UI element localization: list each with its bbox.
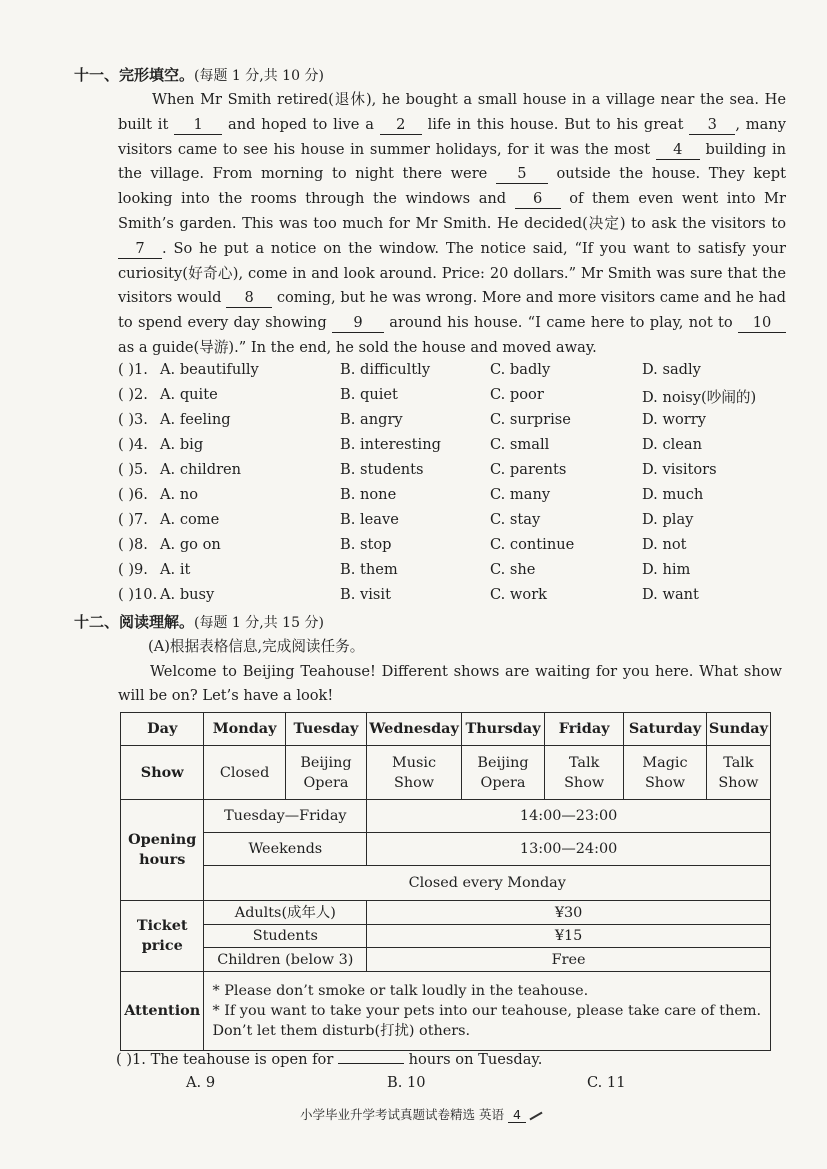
option-b: B. none bbox=[340, 486, 397, 503]
option-d: D. want bbox=[642, 586, 699, 603]
passage-text-segment: as a guide(导游).” In the end, he sold the house and moved away. bbox=[118, 338, 597, 356]
show-text: Show bbox=[393, 774, 435, 791]
option-row bbox=[118, 511, 798, 536]
question-number: ( )8. bbox=[118, 536, 148, 553]
closed-note: Closed every Monday bbox=[204, 866, 771, 901]
show-text: Talk bbox=[568, 754, 600, 771]
option-c: C. continue bbox=[490, 536, 575, 553]
question-1-option-b: B. 10 bbox=[387, 1074, 426, 1091]
cloze-blank-10[interactable]: 10 bbox=[738, 314, 786, 333]
teahouse-table bbox=[120, 712, 771, 1051]
section-11-score-note: (每题 1 分,共 10 分) bbox=[194, 68, 324, 84]
show-text: Show bbox=[718, 774, 759, 791]
option-c: C. parents bbox=[490, 461, 567, 478]
show-text: Talk bbox=[723, 754, 754, 771]
option-c: C. work bbox=[490, 586, 548, 603]
show-text: Beijing bbox=[300, 754, 352, 771]
option-c: C. she bbox=[490, 561, 536, 578]
section-12-score-note: (每题 1 分,共 15 分) bbox=[194, 615, 324, 631]
passage-text-segment: and hoped to live a bbox=[222, 115, 380, 133]
day-sunday: Sunday bbox=[706, 713, 770, 746]
table-row-opening-weekends bbox=[121, 833, 771, 866]
show-friday bbox=[545, 746, 624, 800]
option-b: B. leave bbox=[340, 511, 399, 528]
option-d: D. clean bbox=[642, 436, 703, 453]
table-row-opening-weekdays bbox=[121, 800, 771, 833]
option-a: A. it bbox=[160, 561, 191, 578]
ticket-price-children: Free bbox=[367, 948, 771, 972]
passage-text-segment: outside the house. They kept looking into the rooms through the windows and bbox=[118, 165, 786, 208]
cloze-blank-5[interactable]: 5 bbox=[496, 165, 548, 184]
passage-text-segment: around his house. “I came here to play, not to bbox=[383, 314, 739, 332]
day-saturday: Saturday bbox=[624, 713, 707, 746]
option-a: A. no bbox=[160, 486, 199, 503]
cloze-blank-3[interactable]: 3 bbox=[689, 116, 735, 135]
option-d: D. visitors bbox=[642, 461, 717, 478]
day-header: Day bbox=[121, 713, 204, 746]
attention-line-1: * Please don’t smoke or talk loudly in the teahouse. bbox=[212, 983, 589, 999]
question-number: ( )3. bbox=[118, 411, 148, 428]
option-row bbox=[118, 486, 798, 511]
option-a: A. big bbox=[160, 436, 204, 453]
show-header: Show bbox=[121, 746, 204, 800]
option-d: D. noisy(吵闹的) bbox=[642, 389, 757, 406]
opening-time-weekends: 13:00—24:00 bbox=[367, 833, 771, 866]
question-1-option-a: A. 9 bbox=[186, 1074, 216, 1091]
option-row bbox=[118, 386, 798, 411]
option-b: B. students bbox=[340, 461, 424, 478]
section-12-title: 十二、阅读理解。(每题 1 分,共 15 分) bbox=[74, 613, 324, 631]
cloze-blank-2[interactable]: 2 bbox=[380, 116, 422, 135]
opening-when-weekdays: Tuesday—Friday bbox=[204, 800, 367, 833]
table-row-attention bbox=[121, 972, 771, 1051]
ticket-price-adults: ¥30 bbox=[367, 901, 771, 925]
question-1-option-c: C. 11 bbox=[587, 1074, 626, 1091]
question-number: ( )7. bbox=[118, 511, 148, 528]
show-text: Beijing bbox=[477, 754, 529, 771]
option-a: A. come bbox=[160, 511, 220, 528]
option-b: B. quiet bbox=[340, 386, 398, 403]
option-c: C. poor bbox=[490, 386, 544, 403]
attention-header: Attention bbox=[121, 972, 204, 1051]
show-monday bbox=[204, 746, 285, 800]
opening-hours-header: Opening hours bbox=[121, 800, 204, 901]
option-b: B. interesting bbox=[340, 436, 441, 453]
passage-text-segment: of them even went into Mr Smith’s garden. This was too much for Mr Smith. He decided(决定) to ask the visitors to bbox=[118, 190, 786, 232]
ticket-price-students: ¥15 bbox=[367, 925, 771, 948]
answer-blank[interactable] bbox=[338, 1063, 404, 1064]
passage-text-segment: , many visitors came to see his house in summer holidays, for it was the most bbox=[118, 115, 786, 158]
cloze-blank-4[interactable]: 4 bbox=[656, 141, 700, 160]
day-tuesday: Tuesday bbox=[285, 713, 366, 746]
show-text: Show bbox=[644, 774, 686, 791]
option-c: C. stay bbox=[490, 511, 541, 528]
page-footer: 小学毕业升学考试真题试卷精选 英语 4 bbox=[300, 1105, 543, 1123]
show-thursday bbox=[461, 746, 544, 800]
attention-text bbox=[204, 972, 771, 1051]
cloze-passage bbox=[118, 88, 786, 361]
option-d: D. much bbox=[642, 486, 704, 503]
option-b: B. them bbox=[340, 561, 398, 578]
option-c: C. badly bbox=[490, 361, 551, 378]
option-a: A. quite bbox=[160, 386, 218, 403]
opening-time-weekdays: 14:00—23:00 bbox=[367, 800, 771, 833]
passage-text-segment: . So he put a notice on the window. The notice said, “If you want to satisfy your curiosity(好奇心), come in and look around. Price: 20 dollars.” Mr Smith was sure that the visitors would bbox=[118, 239, 786, 307]
option-c: C. many bbox=[490, 486, 551, 503]
pen-icon bbox=[529, 1111, 542, 1120]
question-number: ( )4. bbox=[118, 436, 148, 453]
option-row bbox=[118, 586, 798, 611]
day-wednesday: Wednesday bbox=[367, 713, 462, 746]
option-b: B. stop bbox=[340, 536, 392, 553]
option-row bbox=[118, 411, 798, 436]
table-row-ticket-adults bbox=[121, 901, 771, 925]
show-sunday bbox=[706, 746, 770, 800]
option-row bbox=[118, 436, 798, 461]
table-row-ticket-students bbox=[121, 925, 771, 948]
ticket-who-adults: Adults(成年人) bbox=[204, 901, 367, 925]
option-b: B. difficultly bbox=[340, 361, 431, 378]
option-a: A. busy bbox=[160, 586, 215, 603]
ticket-price-header: Ticket price bbox=[121, 901, 204, 972]
question-number: ( )9. bbox=[118, 561, 148, 578]
reading-question-1: ( )1. The teahouse is open for hours on Tuesday. bbox=[116, 1051, 543, 1068]
page-number: 4 bbox=[508, 1107, 526, 1123]
show-wednesday bbox=[367, 746, 462, 800]
passage-text-segment: building in the village. From morning to night there were bbox=[118, 140, 787, 183]
day-friday: Friday bbox=[545, 713, 624, 746]
option-row bbox=[118, 536, 798, 561]
show-tuesday bbox=[285, 746, 366, 800]
section-11-title: 十一、完形填空。(每题 1 分,共 10 分) bbox=[74, 66, 324, 84]
cloze-blank-9[interactable]: 9 bbox=[332, 314, 384, 333]
option-row bbox=[118, 461, 798, 486]
cloze-options bbox=[118, 361, 798, 611]
option-d: D. not bbox=[642, 536, 687, 553]
table-row-days bbox=[121, 713, 771, 746]
option-b: B. angry bbox=[340, 411, 403, 428]
table-row-ticket-children bbox=[121, 948, 771, 972]
option-a: A. children bbox=[160, 461, 242, 478]
reading-intro: Welcome to Beijing Teahouse! Different shows are waiting for you here. What show will be on? Let’s have a look! bbox=[118, 663, 782, 704]
table-row-closed-note bbox=[121, 866, 771, 901]
cloze-blank-7[interactable]: 7 bbox=[118, 240, 162, 259]
question-number: ( )1. bbox=[118, 361, 148, 378]
option-row bbox=[118, 561, 798, 586]
question-number: ( )2. bbox=[118, 386, 148, 403]
show-text: Opera bbox=[480, 774, 526, 791]
question-number: ( )5. bbox=[118, 461, 148, 478]
cloze-passage-text bbox=[118, 88, 786, 361]
option-a: A. feeling bbox=[160, 411, 231, 428]
option-d: D. play bbox=[642, 511, 694, 528]
passage-text-segment: When Mr Smith retired(退休), he bought a small house in a village near the sea. He built it bbox=[118, 91, 786, 133]
option-d: D. sadly bbox=[642, 361, 701, 378]
ticket-who-children: Children (below 3) bbox=[204, 948, 367, 972]
day-monday: Monday bbox=[204, 713, 285, 746]
show-text: Music bbox=[392, 754, 437, 771]
ticket-who-students: Students bbox=[204, 925, 367, 948]
option-b: B. visit bbox=[340, 586, 391, 603]
option-a: A. beautifully bbox=[160, 361, 259, 378]
option-c: C. small bbox=[490, 436, 550, 453]
passage-text-segment: coming, but he was wrong. More and more visitors came and he had to spend every day showing bbox=[118, 289, 786, 332]
question-number: ( )10. bbox=[118, 586, 158, 603]
show-saturday bbox=[624, 746, 707, 800]
cloze-blank-8[interactable]: 8 bbox=[226, 289, 272, 308]
question-number: ( )6. bbox=[118, 486, 148, 503]
opening-when-weekends: Weekends bbox=[204, 833, 367, 866]
cloze-blank-6[interactable]: 6 bbox=[515, 190, 561, 209]
passage-text-segment: life in this house. But to his great bbox=[421, 115, 690, 133]
option-c: C. surprise bbox=[490, 411, 571, 428]
day-thursday: Thursday bbox=[461, 713, 544, 746]
show-text: Opera bbox=[303, 774, 349, 791]
attention-line-2: * If you want to take your pets into our teahouse, please take care of them. Don’t let them disturb(打扰) others. bbox=[212, 1003, 762, 1039]
cloze-blank-1[interactable]: 1 bbox=[174, 116, 222, 135]
reading-a-instruction: (A)根据表格信息,完成阅读任务。 bbox=[148, 638, 365, 655]
table-row-shows bbox=[121, 746, 771, 800]
show-text: Show bbox=[564, 774, 605, 791]
option-row bbox=[118, 361, 798, 386]
option-d: D. worry bbox=[642, 411, 706, 428]
show-text: Closed bbox=[219, 764, 270, 781]
option-a: A. go on bbox=[160, 536, 221, 553]
show-text: Magic bbox=[642, 754, 688, 771]
option-d: D. him bbox=[642, 561, 691, 578]
